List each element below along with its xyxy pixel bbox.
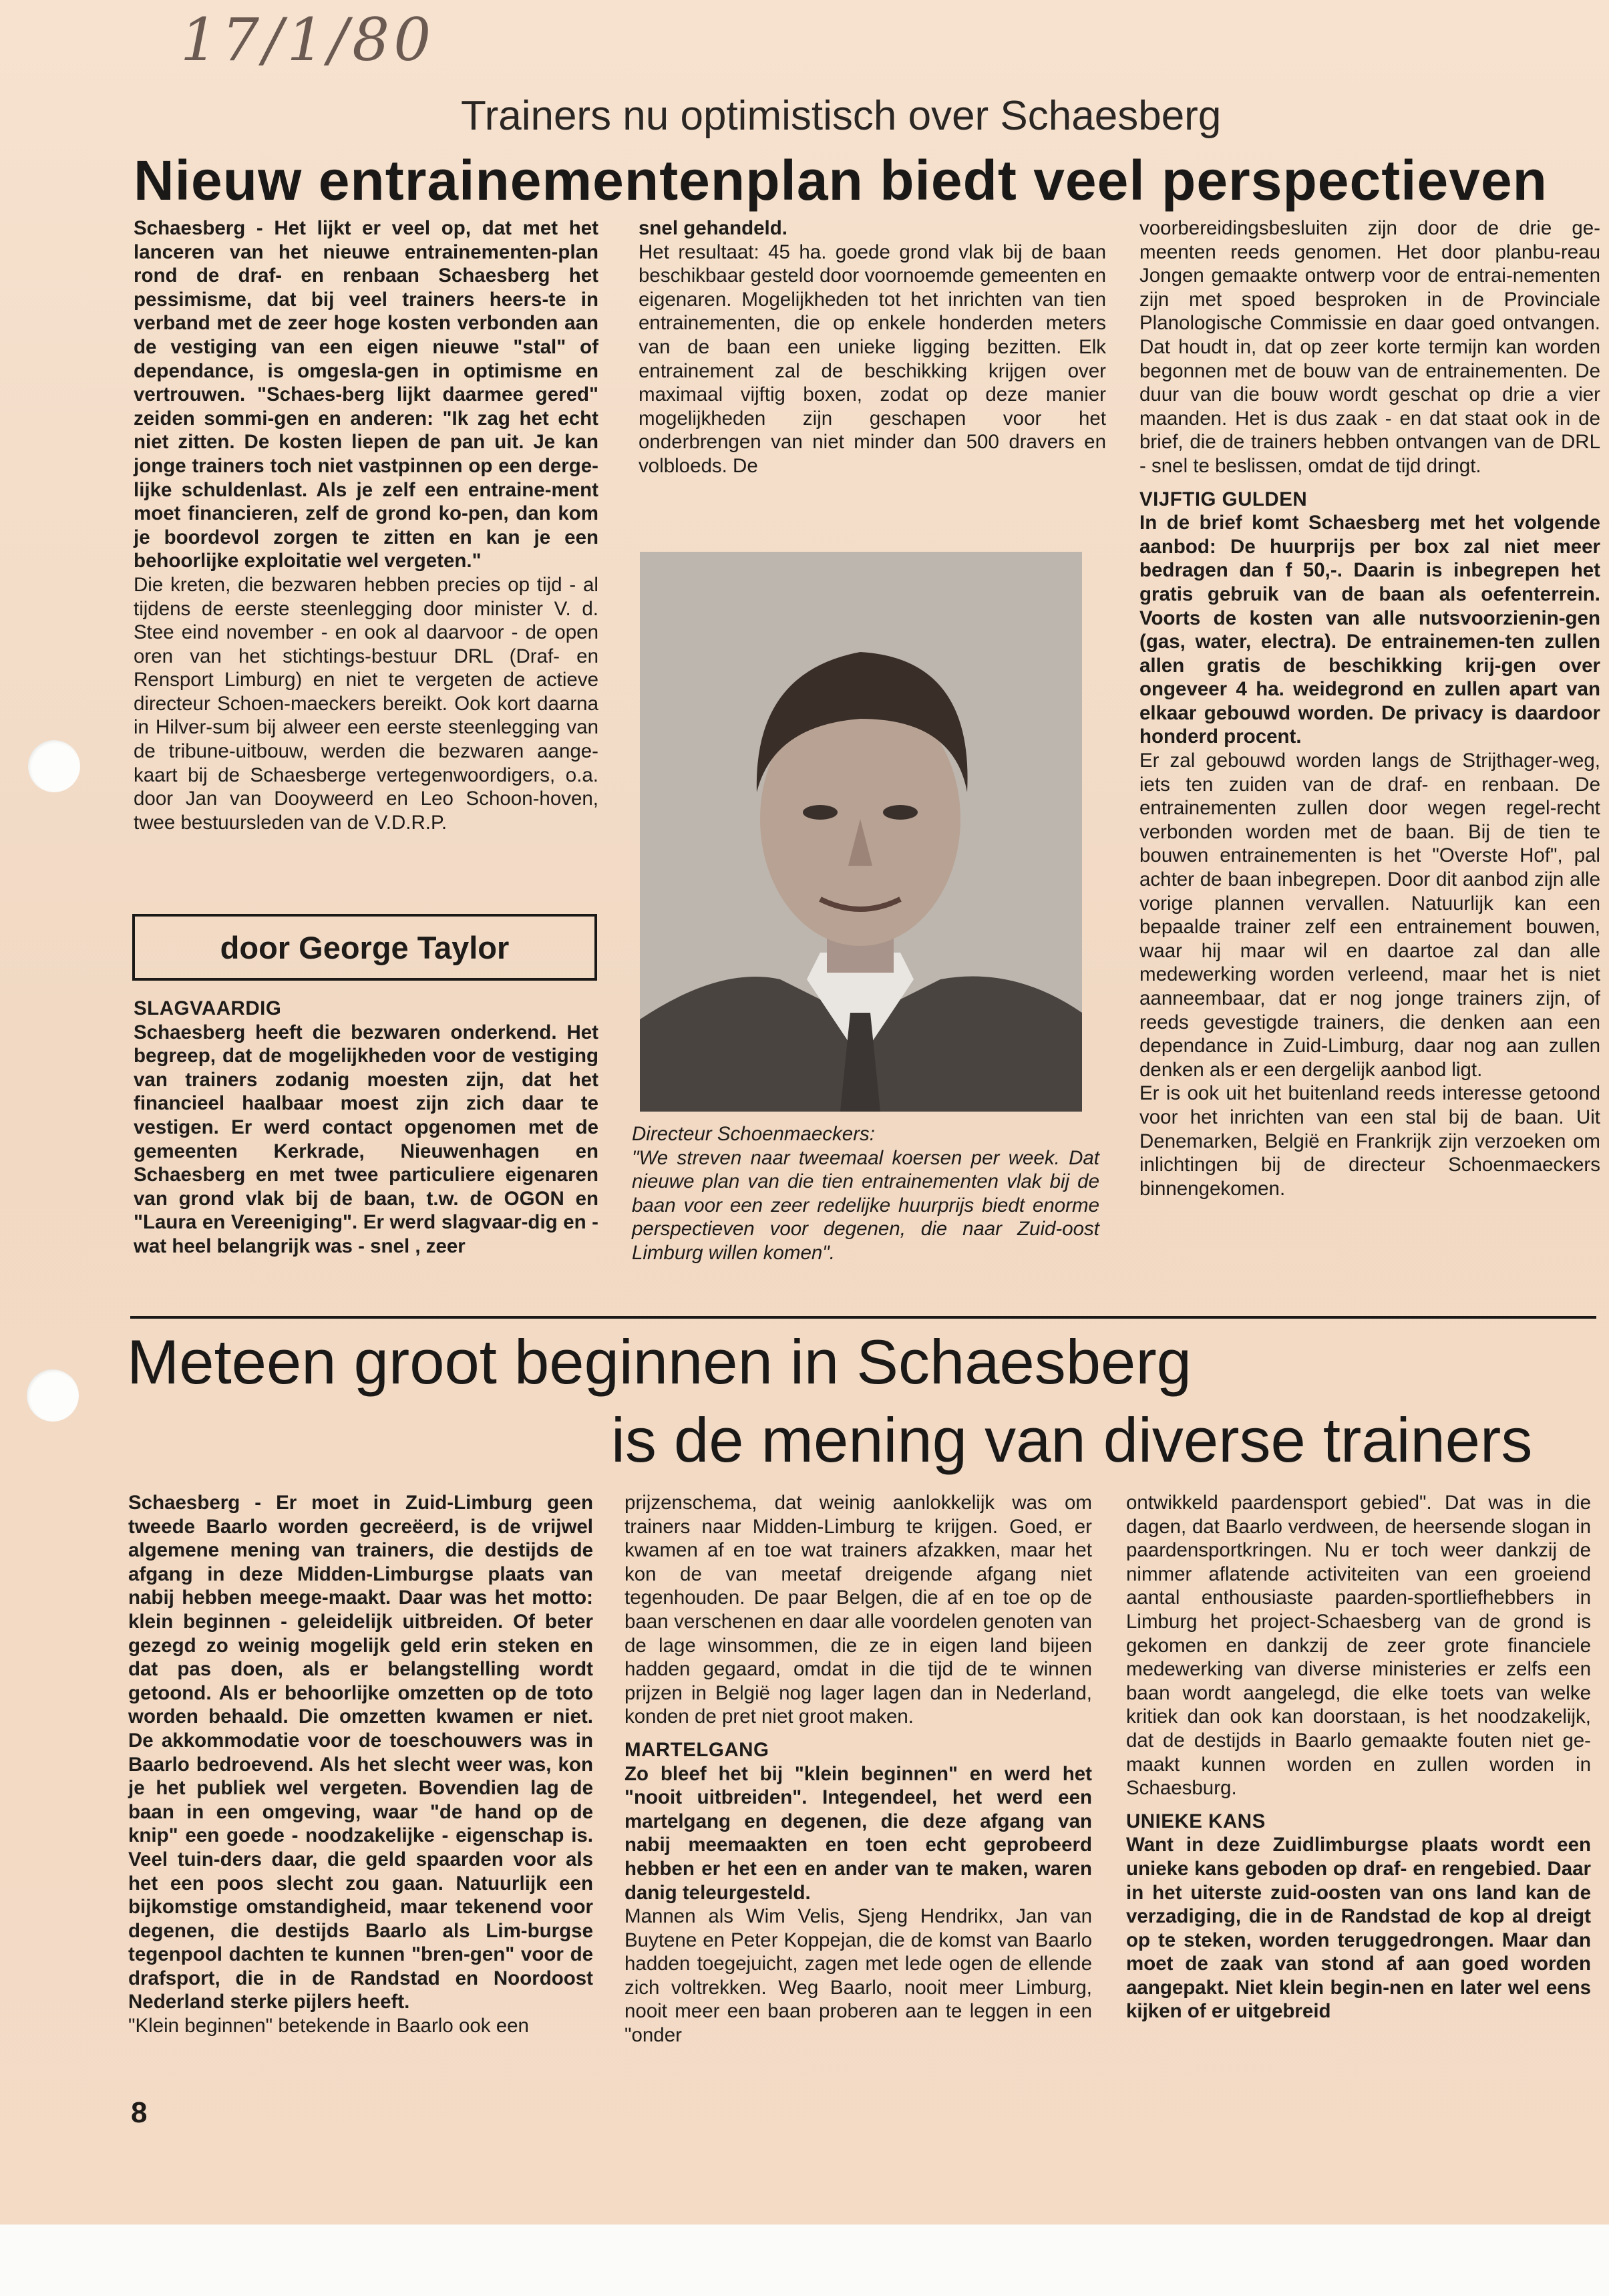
- photo-caption: [632, 1122, 1099, 1265]
- article1-paragraph: voorbereidingsbesluiten zijn door de drie ge-meenten reeds genomen. Het door planbu-reau Jongen gemaakte ontwerp voor de entrai-nementen zijn met spoed besproken in de Provinciale Planologische Commissie en daar goed ontvangen. Dat houdt in, dat op zeer korte termijn kan worden begonnen met de bouw van de entrainementen. De duur van die bouw wordt geschat op drie a vier maanden. Het is dus zaak - en dat staat ook in de brief, die de trainers hebben ontvangen van de DRL - snel te beslissen, omdat de tijd dringt.: [1139, 217, 1600, 477]
- subhead-vijftig-gulden: VIJFTIG GULDEN: [1139, 488, 1308, 510]
- article1-paragraph: Schaesberg heeft die bezwaren onderkend. Het begreep, dat de mogelijkheden voor de vestiging van trainers zodanig moesten zijn, dat het financieel haalbaar moest zijn zich daar te vestigen. Er werd contact opgenomen met de gemeenten Kerkrade, Nieuwenhagen en Schaesberg en met twee particuliere eigenaren van grond vlak bij de baan, t.w. de OGON en "Laura en Vereeniging". Er werd slagvaar-dig en - wat heel belangrijk was - snel , zeer: [134, 1021, 598, 1257]
- article1-column-2: [639, 216, 1106, 478]
- article1-paragraph: Die kreten, die bezwaren hebben precies op tijd - al tijdens de eerste steenlegging door minister V. d. Stee eind november - en ook al daarvoor - de open oren van het stichtings-bestuur DRL (Draf- en Rensport Limburg) en niet te vergeten de actieve directeur Schoen-maeckers bereikt. Ook kort daarna in Hilver-sum bij alweer een eerste steenlegging van de tribune-uitbouw, werden die bezwaren aange-kaart bij de Schaesberge vertegenwoordigers, o.a. door Jan van Dooyweerd en Leo Schoon-hoven, twee bestuursleden van de V.D.R.P.: [134, 573, 598, 834]
- punch-hole-bottom: [27, 1369, 79, 1422]
- article2-paragraph: "Klein beginnen" betekende in Baarlo ook een: [128, 2015, 529, 2037]
- byline: door George Taylor: [132, 914, 597, 981]
- article2-paragraph: Mannen als Wim Velis, Sjeng Hendrikx, Jan van Buytene en Peter Koppejan, die de komst van Baarlo hadden toegejuicht, zagen met lede ogen de ellende zich voltrekken. Weg Baarlo, nooit meer Limburg, nooit meer een baan proberen aan te leggen in een "onder: [624, 1905, 1092, 2047]
- caption-name: Directeur Schoenmaeckers:: [632, 1123, 875, 1145]
- article1-paragraph: Het resultaat: 45 ha. goede grond vlak bij de baan beschikbaar gesteld door voornoemde gemeenten en eigenaren. Mogelijkheden tot het inrichten van tien entrainementen, die op enkele honderden meters van de baan een unieke ligging bezitten. Elk entrainement zal de beschikking krijgen over maximaal vijftig boxen, zodat op deze manier mogelijkheden zijn geschapen voor het onderbrengen van niet minder dan 500 dravers en volbloeds. De: [639, 240, 1106, 477]
- article2-headline-line2: is de mening van diverse trainers: [611, 1405, 1533, 1475]
- article1-paragraph: Er is ook uit het buitenland reeds interesse getoond voor het inrichten van een stal bij de baan. Uit Denemarken, België en Frankrijk zijn verzoeken om inlichtingen bij de directeur Schoenmaeckers binnengekomen.: [1139, 1082, 1600, 1200]
- article2-headline-line1: Meteen groot beginnen in Schaesberg: [127, 1327, 1192, 1397]
- subhead-martelgang: MARTELGANG: [624, 1738, 769, 1761]
- article1-paragraph-lead: snel gehandeld.: [639, 217, 787, 239]
- article1-kicker: Trainers nu optimistisch over Schaesberg: [461, 93, 1222, 139]
- article2-column-2: [624, 1491, 1092, 2047]
- article1-column-1: [134, 216, 598, 834]
- article1-paragraph: Er zal gebouwd worden langs de Strijthager-weg, iets ten zuiden van de draf- en renbaan. De entrainementen zullen door wegen regel-recht verbonden worden met de baan. Bij de tien te bouwen entrainementen is het "Overste Hof", pal achter de baan inbegrepen. Door dit aanbod zijn alle vorige plannen vervallen. Natuurlijk kan een bepaalde trainer zelf een entrainement bouwen, waar hij maar wil en daartoe zal dan alle medewerking worden verleend, maar het is niet aanneembaar, dat er nog jonge trainers zijn, of reeds gevestigde trainers, die denken aan een dependance in Zuid-Limburg, daar nog aan zullen denken als er een dergelijk aanbod ligt.: [1139, 750, 1600, 1081]
- article2-paragraph: ontwikkeld paardensport gebied". Dat was in die dagen, dat Baarlo verdween, de heersende slogan in paardensportkringen. Nu er toch weer dankzij de nimmer aflatende activiteiten van een groeiend aantal enthousiaste paarden-sportliefhebbers in Limburg het project-Schaesberg van de grond is gekomen en dankzij de zeer grote financiele medewerking van diverse ministeries er zelfs een baan wordt aangelegd, die elke toets van welke kritiek dan ook kan doorstaan, is het noodzakelijk, dat de destijds in Baarlo gemaakte fouten niet ge-maakt kunnen worden en zullen worden in Schaesburg.: [1126, 1492, 1591, 1800]
- article2-intro: Schaesberg - Er moet in Zuid-Limburg geen tweede Baarlo worden gecreëerd, is de vrijwel algemene mening van trainers, die destijds de afgang in deze Midden-Limburgse plaats van nabij hebben meege-maakt. Daar was het motto: klein beginnen - geleidelijk uitbreiden. Of beter gezegd zo weinig mogelijk geld erin steken en dat pas doen, als er belangstelling wordt getoond. Als er behoorlijke omzetten op de toto worden behaald. Die omzetten kwamen er niet. De akkommodatie voor de toeschouwers was in Baarlo bedroevend. Als het slecht weer was, kon je het publiek wel vergeten. Bovendien lag de baan in een omgeving, waar "de hand op de knip" een goede - noodzakelijke - eigenschap is. Veel tuin-ders daar, die geld spaarden voor als het een poos slecht zou gaan. Natuurlijk een bijkomstige omstandigheid, maar tekenend voor degenen, die destijds Baarlo als Lim-burgse tegenpool dachten te kunnen "bren-gen" voor de drafsport, die in de Randstad en Noordoost Nederland sterke pijlers heeft.: [128, 1492, 593, 2013]
- article1-paragraph: In de brief komt Schaesberg met het volgende aanbod: De huurprijs per box zal niet meer bedragen dan f 50,-. Daarin is inbegrepen het gratis gebruik van de baan als oefenterrein. Voorts de kosten van alle nutsvoorzienin-gen (gas, water, electra). De entrainemen-ten zullen allen gratis de beschikking krij-gen over ongeveer 4 ha. weidegrond en zullen apart van elkaar gebouwd worden. De privacy is daardoor honderd procent.: [1139, 512, 1600, 748]
- article-divider: [130, 1316, 1596, 1319]
- article2-column-1: [128, 1491, 593, 2038]
- punch-hole-top: [28, 740, 80, 792]
- article1-intro: Schaesberg - Het lijkt er veel op, dat met het lanceren van het nieuwe entrainementen-plan rond de draf- en renbaan Schaesberg het pessimisme, dat bij veel trainers heers-te in verband met de zeer hoge kosten verbonden aan de vestiging van een eigen nieuwe "stal" of dependance, is omgesla-gen in optimisme en vertrouwen. "Schaes-berg lijkt daarmee gered" zeiden sommi-gen en anderen: "Ik zag het echt niet zitten. De kosten liepen de pan uit. Je kan jonge trainers toch niet vastpinnen op een derge-lijke schuldenlast. Als je zelf een entraine-ment moet financieren, zelf de grond ko-pen, dan kom je boordevol zorgen te zitten en kan je een behoorlijke exploitatie wel vergeten.": [134, 217, 598, 572]
- article1-column-3: [1139, 216, 1600, 1200]
- article2-paragraph: Zo bleef het bij "klein beginnen" en werd het "nooit uitbreiden". Integendeel, het werd een martelgang en degenen, die deze afgang van nabij meemaakten en toen echt geprobeerd hebben er het een en ander van te maken, waren danig teleurgesteld.: [624, 1762, 1092, 1904]
- caption-quote: "We streven naar tweemaal koersen per week. Dat nieuwe plan van die tien entrainementen vlak bij de baan voor een zeer redelijke huurprijs biedt enorme perspectieven voor degenen, die naar Zuid-oost Limburg willen komen".: [632, 1146, 1099, 1264]
- subhead-slagvaardig: SLAGVAARDIG: [134, 997, 282, 1019]
- handwritten-date: 17/1/80: [180, 5, 435, 74]
- page-number: 8: [131, 2096, 148, 2129]
- scan-margin: [0, 2225, 1609, 2296]
- article1-column-1-lower: [134, 997, 598, 1259]
- article2-paragraph: prijzenschema, dat weinig aanlokkelijk was om trainers naar Midden-Limburg te krijgen. Goed, er kwamen af en toe wat trainers afzakken, maar het kon de van meetaf dreigende afgang niet tegenhouden. De paar Belgen, die af en toe op de baan verschenen en daar alle voordelen genoten van de lage winsommen, die ze in eigen land bijeen hadden gegaard, omdat in die tijd de te winnen prijzen in België nog lager lagen dan in Nederland, konden de pret niet groot maken.: [624, 1492, 1092, 1728]
- portrait-photo-schoenmaeckers: [640, 552, 1082, 1112]
- article2-column-3: [1126, 1491, 1591, 2023]
- portrait-illustration: [640, 552, 1082, 1112]
- subhead-unieke-kans: UNIEKE KANS: [1126, 1810, 1266, 1832]
- article2-paragraph: Want in deze Zuidlimburgse plaats wordt een unieke kans geboden op draf- en rengebied. Daar in het uiterste zuid-oosten van ons land kan de verzadiging, die in de Randstad de kop al dreigt op te steken, worden teruggedrongen. Maar dan moet de zaak van stond af aan goed worden aangepakt. Niet klein begin-nen en later wel eens kijken of er uitgebreid: [1126, 1834, 1591, 2023]
- article1-headline: Nieuw entrainementenplan biedt veel perspectieven: [134, 149, 1548, 212]
